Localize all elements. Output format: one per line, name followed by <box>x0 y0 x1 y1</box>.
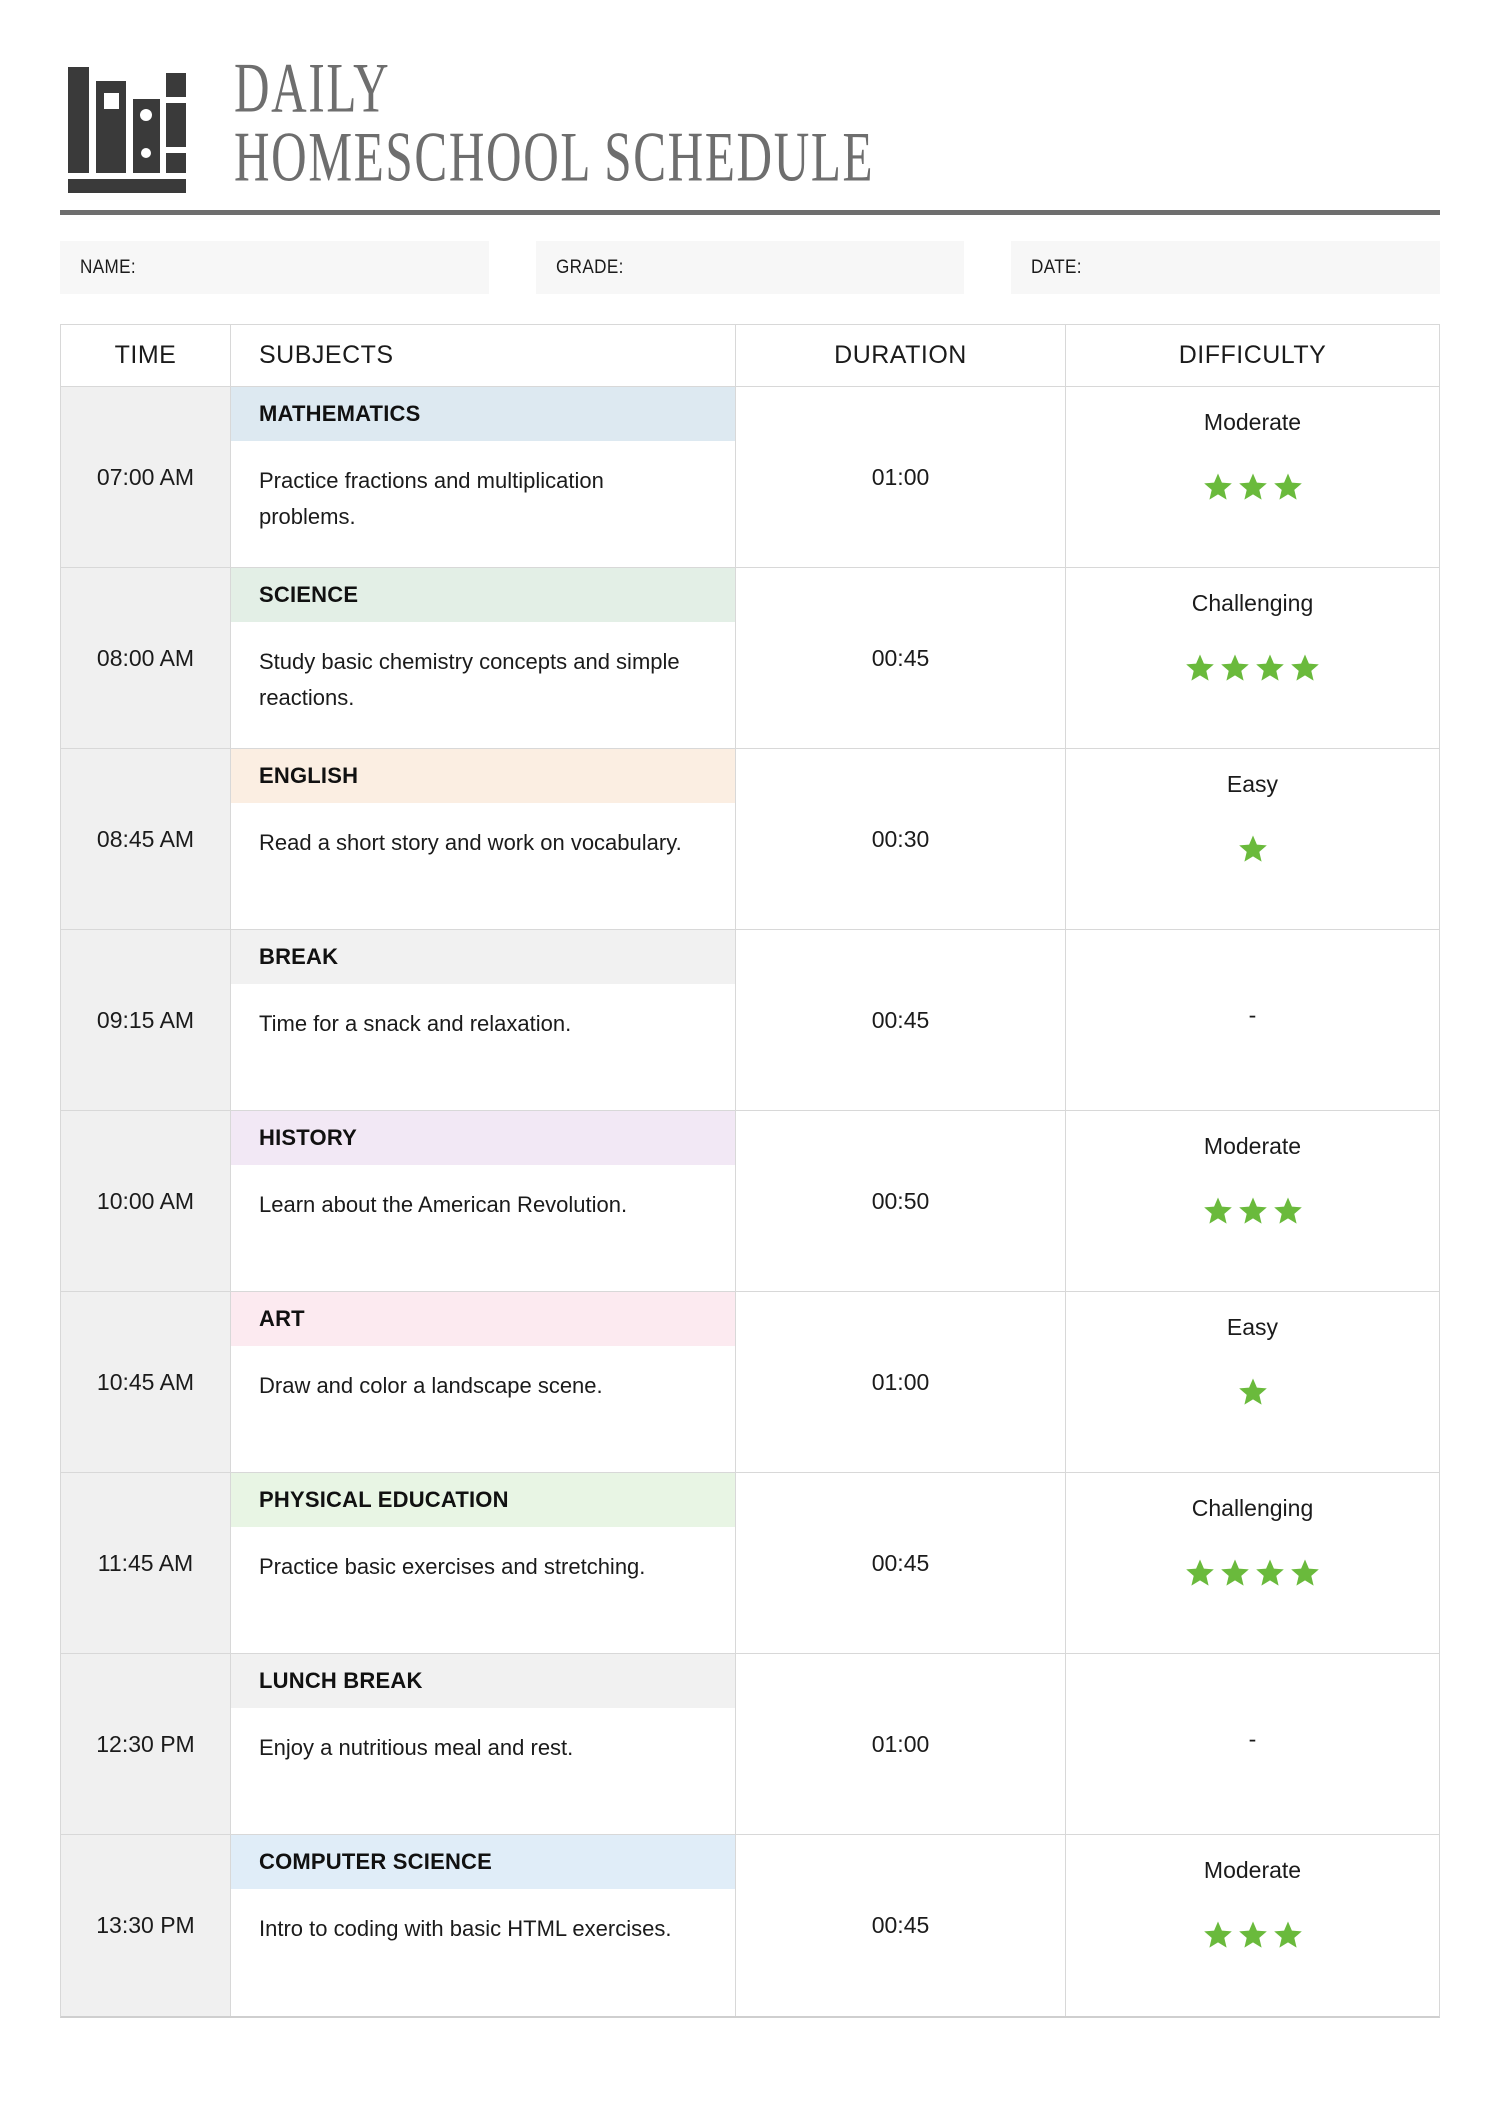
cell-duration: 01:00 <box>736 1654 1066 1834</box>
cell-difficulty <box>1066 1473 1439 1653</box>
star-icon <box>1238 1196 1268 1226</box>
cell-duration: 00:30 <box>736 749 1066 929</box>
difficulty-label: Moderate <box>1203 409 1302 435</box>
table-row <box>61 930 1439 1111</box>
cell-difficulty <box>1066 568 1439 748</box>
star-icon <box>1273 1920 1303 1950</box>
difficulty-star-rating <box>1185 1558 1320 1588</box>
grade-field[interactable] <box>536 241 965 294</box>
table-row <box>61 1292 1439 1473</box>
difficulty-star-rating <box>1238 834 1268 864</box>
bookshelf-icon <box>60 53 192 193</box>
star-icon <box>1238 834 1268 864</box>
cell-duration: 00:45 <box>736 1473 1066 1653</box>
column-header-duration: DURATION <box>736 325 1066 386</box>
cell-difficulty <box>1066 1654 1439 1834</box>
star-icon <box>1238 1377 1268 1407</box>
subject-name: LUNCH BREAK <box>231 1654 735 1708</box>
star-icon <box>1220 653 1250 683</box>
cell-difficulty <box>1066 1111 1439 1291</box>
table-row <box>61 568 1439 749</box>
title-line-2: HOMESCHOOL SCHEDULE <box>234 117 875 196</box>
subject-name: HISTORY <box>231 1111 735 1165</box>
cell-subject <box>231 387 736 567</box>
difficulty-label: Moderate <box>1203 1133 1302 1159</box>
subject-description: Practice fractions and multiplication problems. <box>231 441 735 567</box>
table-row <box>61 1835 1439 2016</box>
form-fields <box>60 241 1440 294</box>
star-icon <box>1273 1196 1303 1226</box>
subject-description: Intro to coding with basic HTML exercises. <box>231 1889 735 2016</box>
table-row <box>61 749 1439 930</box>
difficulty-label: Challenging <box>1191 590 1314 616</box>
date-field-label: DATE: <box>1031 256 1083 278</box>
cell-difficulty <box>1066 387 1439 567</box>
cell-time: 10:00 AM <box>61 1111 231 1291</box>
column-header-difficulty: DIFFICULTY <box>1178 341 1327 369</box>
title-line-1: DAILY <box>234 49 391 128</box>
grade-field-label: GRADE: <box>555 256 624 278</box>
page-header <box>40 0 1460 198</box>
star-icon <box>1290 1558 1320 1588</box>
cell-subject <box>231 1654 736 1834</box>
star-icon <box>1203 1196 1233 1226</box>
table-row <box>61 1654 1439 1835</box>
difficulty-label: - <box>1248 1726 1257 1752</box>
subject-description: Time for a snack and relaxation. <box>231 984 735 1110</box>
star-icon <box>1238 472 1268 502</box>
subject-description: Practice basic exercises and stretching. <box>231 1527 735 1653</box>
difficulty-label: Moderate <box>1203 1857 1302 1883</box>
difficulty-star-rating <box>1203 472 1303 502</box>
column-header-subjects: SUBJECTS <box>231 325 736 386</box>
cell-duration: 00:45 <box>736 930 1066 1110</box>
cell-difficulty <box>1066 1292 1439 1472</box>
cell-subject <box>231 1111 736 1291</box>
cell-time: 08:45 AM <box>61 749 231 929</box>
cell-time: 08:00 AM <box>61 568 231 748</box>
cell-duration: 00:45 <box>736 568 1066 748</box>
cell-subject <box>231 568 736 748</box>
difficulty-label: - <box>1248 1002 1257 1028</box>
star-icon <box>1255 1558 1285 1588</box>
table-body <box>61 387 1439 2016</box>
table-row <box>61 387 1439 568</box>
star-icon <box>1185 1558 1215 1588</box>
star-icon <box>1203 472 1233 502</box>
cell-difficulty <box>1066 749 1439 929</box>
cell-time: 10:45 AM <box>61 1292 231 1472</box>
difficulty-star-rating <box>1238 1377 1268 1407</box>
star-icon <box>1255 653 1285 683</box>
cell-time: 11:45 AM <box>61 1473 231 1653</box>
difficulty-star-rating <box>1185 653 1320 683</box>
difficulty-label: Easy <box>1226 1314 1279 1340</box>
difficulty-star-rating <box>1203 1920 1303 1950</box>
cell-difficulty <box>1066 930 1439 1110</box>
star-icon <box>1238 1920 1268 1950</box>
subject-name: ART <box>231 1292 735 1346</box>
table-row <box>61 1473 1439 1654</box>
cell-subject <box>231 1835 736 2016</box>
cell-subject <box>231 1292 736 1472</box>
date-field[interactable] <box>1011 241 1440 294</box>
difficulty-label: Challenging <box>1191 1495 1314 1521</box>
header-divider <box>60 210 1440 215</box>
cell-subject <box>231 749 736 929</box>
subject-description: Draw and color a landscape scene. <box>231 1346 735 1472</box>
name-field-label: NAME: <box>80 256 136 278</box>
star-icon <box>1203 1920 1233 1950</box>
cell-subject <box>231 1473 736 1653</box>
subject-name: BREAK <box>231 930 735 984</box>
subject-name: COMPUTER SCIENCE <box>231 1835 735 1889</box>
subject-name: MATHEMATICS <box>231 387 735 441</box>
difficulty-star-rating <box>1203 1196 1303 1226</box>
page-title <box>234 49 1015 196</box>
subject-name: ENGLISH <box>231 749 735 803</box>
star-icon <box>1185 653 1215 683</box>
cell-time: 07:00 AM <box>61 387 231 567</box>
difficulty-label: Easy <box>1226 771 1279 797</box>
table-header-row <box>61 325 1439 387</box>
subject-description: Study basic chemistry concepts and simple reactions. <box>231 622 735 748</box>
cell-duration: 00:50 <box>736 1111 1066 1291</box>
cell-duration: 00:45 <box>736 1835 1066 2016</box>
cell-time: 09:15 AM <box>61 930 231 1110</box>
subject-name: SCIENCE <box>231 568 735 622</box>
star-icon <box>1273 472 1303 502</box>
table-row <box>61 1111 1439 1292</box>
name-field[interactable] <box>60 241 489 294</box>
star-icon <box>1290 653 1320 683</box>
subject-description: Read a short story and work on vocabulary. <box>231 803 735 929</box>
star-icon <box>1220 1558 1250 1588</box>
column-header-time: TIME <box>61 325 231 386</box>
cell-time: 12:30 PM <box>61 1654 231 1834</box>
cell-subject <box>231 930 736 1110</box>
cell-duration: 01:00 <box>736 1292 1066 1472</box>
subject-description: Enjoy a nutritious meal and rest. <box>231 1708 735 1834</box>
cell-time: 13:30 PM <box>61 1835 231 2016</box>
cell-difficulty <box>1066 1835 1439 2016</box>
subject-description: Learn about the American Revolution. <box>231 1165 735 1291</box>
cell-duration: 01:00 <box>736 387 1066 567</box>
subject-name: PHYSICAL EDUCATION <box>231 1473 735 1527</box>
schedule-table <box>60 324 1440 2018</box>
